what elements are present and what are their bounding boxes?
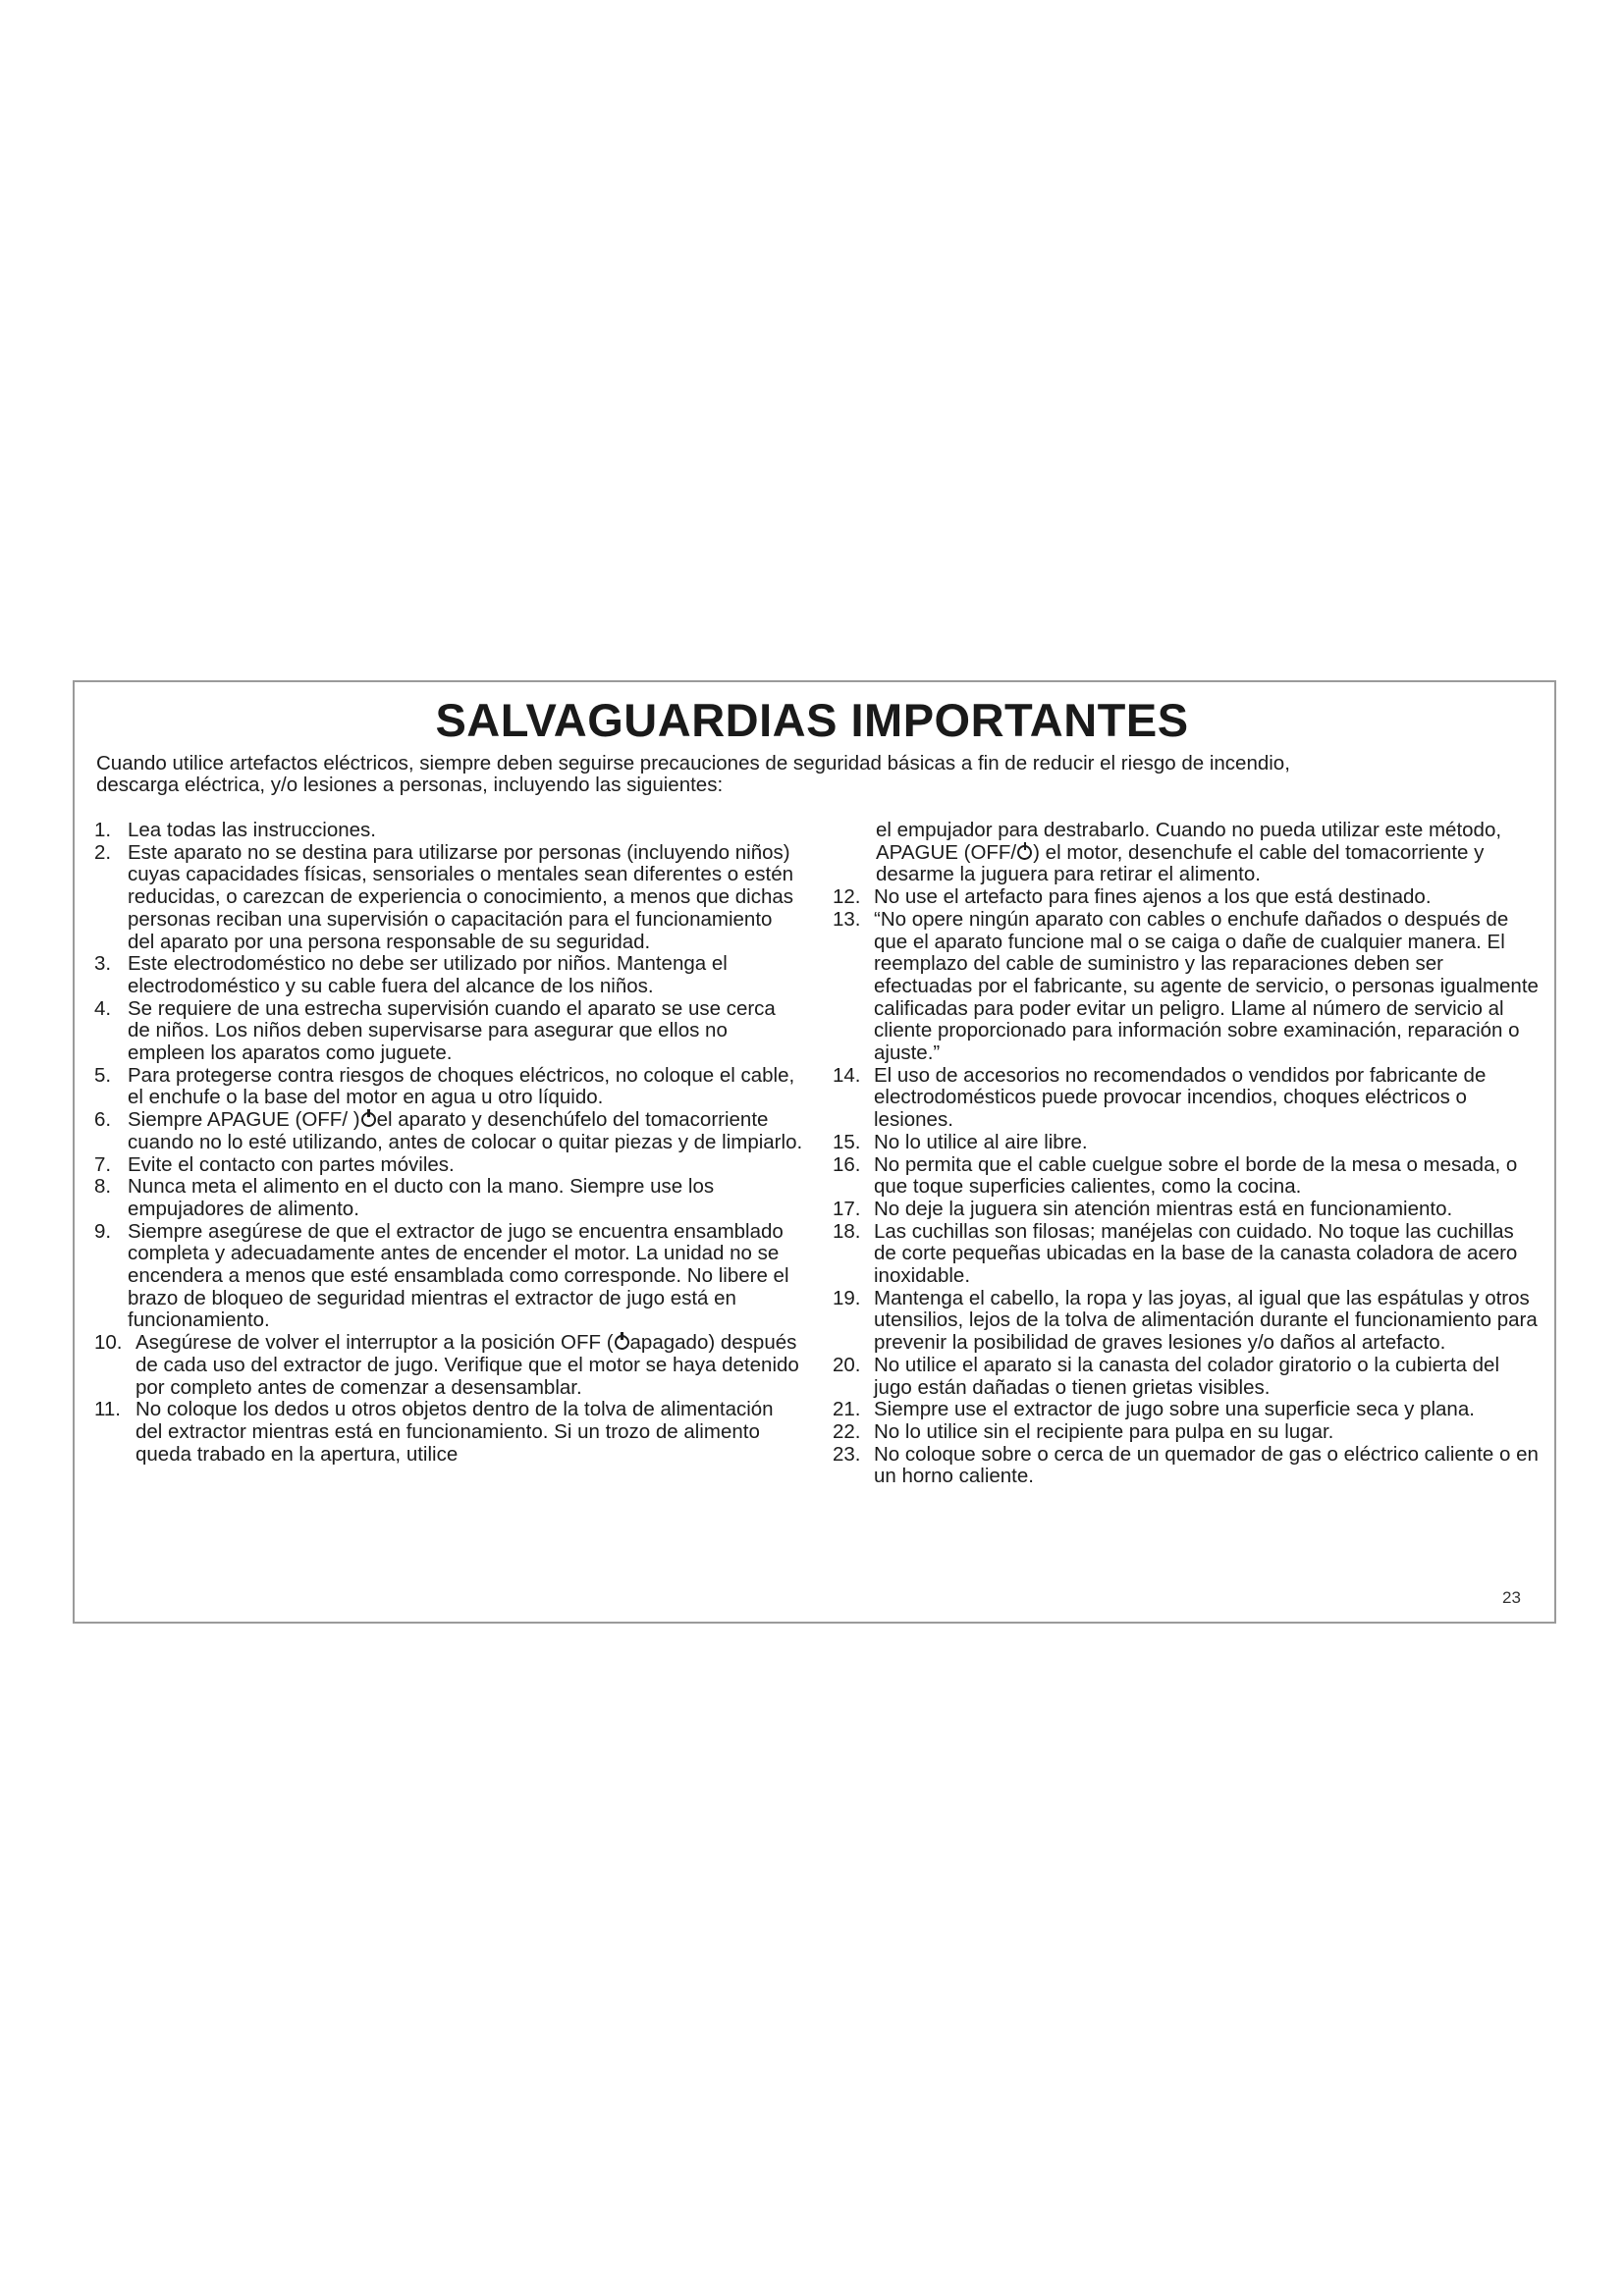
item-text: Siempre use el extractor de jugo sobre una superficie seca y plana. [874,1398,1475,1421]
list-item [94,1176,803,1220]
power-icon [615,1335,629,1350]
intro-paragraph [96,753,1530,796]
item-text: No use el artefacto para fines ajenos a los que está destinado. [874,885,1432,909]
list-item [94,1221,803,1333]
item-text: “No opere ningún aparato con cables o enchufe dañados o después de que el aparato funcione mal o se caiga o dañe de cualquier manera. El reemplazo del cable de suministro y las reparaciones deben ser efectuadas por el fabricante, su agente de servicio, o personas igualmente calificadas para poder evitar un peligro. Llame al número de servicio al cliente proporcionado para información sobre examinación, reparación o ajuste.” [874,907,1539,1065]
list-item [833,1132,1540,1154]
item-number: 12. [833,885,861,909]
item-text: No permita que el cable cuelgue sobre el borde de la mesa o mesada, o que toque superficies calientes, como la cocina. [874,1152,1518,1199]
item-text: No lo utilice sin el recipiente para pulpa en su lugar. [874,1419,1334,1443]
list-item [833,1444,1540,1488]
item-number: 22. [833,1419,861,1443]
item-text: Para protegerse contra riesgos de choques eléctricos, no coloque el cable, el enchufe o la base del motor en agua u otro líquido. [128,1063,795,1109]
item-text: Evite el contacto con partes móviles. [128,1152,455,1176]
item-text: Este aparato no se destina para utilizarse por personas (incluyendo niños) cuyas capacidades físicas, sensoriales o mentales sean diferentes o estén reducidas, o carezcan de experiencia o conocimiento, a menos que dichas personas reciban una supervisión o capacitación para el funcionamiento del aparato por una persona responsable de su seguridad. [128,840,794,953]
item-text-pre: el empujador para destrabarlo. Cuando no pueda utilizar este método, APAGUE (OFF/ [876,819,1502,864]
item-number: 1. [94,819,112,841]
item-number: 20. [833,1353,861,1376]
list-item [94,998,803,1065]
item-number: 15. [833,1130,861,1153]
item-text-post: ) el motor, desenchufe el cable del tomacorriente y desarme la juguera para retirar el alimento. [876,840,1485,886]
item-number: 23. [833,1442,861,1466]
item-text-post: apagado) después de cada uso del extractor de jugo. Verifique que el motor se haya detenido por completo antes de comenzar a desensamblar. [135,1331,799,1399]
list-item [833,909,1540,1065]
item-text: No coloque los dedos u otros objetos dentro de la tolva de alimentación del extractor mientras está en funcionamiento. Si un trozo de alimento queda trabado en la apertura, utilice [135,1398,774,1466]
item-number: 2. [94,840,112,864]
list-item [94,1399,803,1466]
list-item [94,820,803,842]
item-number: 16. [833,1152,861,1176]
item-text: No deje la juguera sin atención mientras está en funcionamiento. [874,1197,1453,1220]
item-text [135,1332,803,1399]
item-number: 7. [94,1152,112,1176]
item-number: 17. [833,1197,861,1220]
item-text: Se requiere de una estrecha supervisión cuando el aparato se use cerca de niños. Los niños deben supervisarse para asegurar que ellos no empleen los aparatos como juguete. [128,996,776,1065]
item-number: 19. [833,1286,861,1309]
list-item [833,1065,1540,1132]
list-item [833,1421,1540,1444]
list-item [833,1288,1540,1355]
instructions-left-column [94,820,803,1466]
item-text: Mantenga el cabello, la ropa y las joyas, al igual que las espátulas y otros utensilios, lejos de la tolva de alimentación durante el funcionamiento para prevenir la posibilidad de graves lesiones y/o daños al artefacto. [874,1286,1538,1355]
item-text-post: el aparato y desenchúfelo del tomacorriente cuando no lo esté utilizando, antes de colocar o quitar piezas y de limpiarlo. [128,1108,803,1153]
list-item [833,886,1540,909]
item-text-pre: Asegúrese de volver el interruptor a la posición OFF ( [135,1331,614,1355]
list-item [94,1332,803,1399]
item-text: Lea todas las instrucciones. [128,819,376,841]
item-number: 11. [94,1398,121,1421]
page-number: 23 [1502,1588,1521,1607]
intro-line-1: Cuando utilice artefactos eléctricos, siempre deben seguirse precauciones de seguridad básicas a fin de reducir el riesgo de incendio, [96,752,1290,774]
list-item [94,842,803,954]
item-text: No coloque sobre o cerca de un quemador de gas o eléctrico caliente o en un horno caliente. [874,1442,1539,1488]
item-text-pre: Siempre APAGUE (OFF/ ) [128,1108,360,1132]
item-number: 8. [94,1175,112,1199]
list-item [94,1065,803,1109]
list-item [833,1154,1540,1199]
item-text: Siempre asegúrese de que el extractor de jugo se encuentra ensamblado completa y adecuadamente antes de encender el motor. La unidad no se encendera a menos que esté ensamblada como corresponde. No libere el brazo de bloqueo de seguridad mientras el extractor de jugo está en funcionamiento. [128,1219,789,1332]
item-text: Las cuchillas son filosas; manéjelas con cuidado. No toque las cuchillas de corte pequeñas ubicadas en la base de la canasta coladora de acero inoxidable. [874,1219,1518,1288]
item-number: 6. [94,1108,112,1132]
item-number: 3. [94,952,112,976]
item-11-continuation [833,820,1540,886]
list-item [833,1221,1540,1288]
item-text: No lo utilice al aire libre. [874,1130,1088,1153]
item-number: 13. [833,907,861,931]
power-icon [1017,845,1032,860]
list-item [833,1355,1540,1399]
item-number: 5. [94,1063,112,1087]
item-text [128,1109,803,1153]
power-icon [361,1112,376,1127]
page-title: SALVAGUARDIAS IMPORTANTES [435,694,1189,746]
list-item [94,953,803,997]
instructions-right-column [833,820,1540,1488]
item-number: 18. [833,1219,861,1243]
intro-line-2: descarga eléctrica, y/o lesiones a personas, incluyendo las siguientes: [96,774,724,796]
item-number: 9. [94,1219,112,1243]
item-text: El uso de accesorios no recomendados o vendidos por fabricante de electrodomésticos puede provocar incendios, choques eléctricos o lesiones. [874,1063,1487,1132]
list-item [94,1154,803,1177]
item-text: Nunca meta el alimento en el ducto con la mano. Siempre use los empujadores de alimento. [128,1175,715,1220]
list-item [833,1399,1540,1421]
list-item [94,1109,803,1153]
item-number: 21. [833,1398,861,1421]
list-item [833,1199,1540,1221]
item-text: Este electrodoméstico no debe ser utilizado por niños. Mantenga el electrodoméstico y su cable fuera del alcance de los niños. [128,952,728,997]
item-text: No utilice el aparato si la canasta del colador giratorio o la cubierta del jugo están dañadas o tienen grietas visibles. [874,1353,1500,1399]
item-number: 10. [94,1331,123,1355]
item-number: 14. [833,1063,861,1087]
item-number: 4. [94,996,112,1020]
